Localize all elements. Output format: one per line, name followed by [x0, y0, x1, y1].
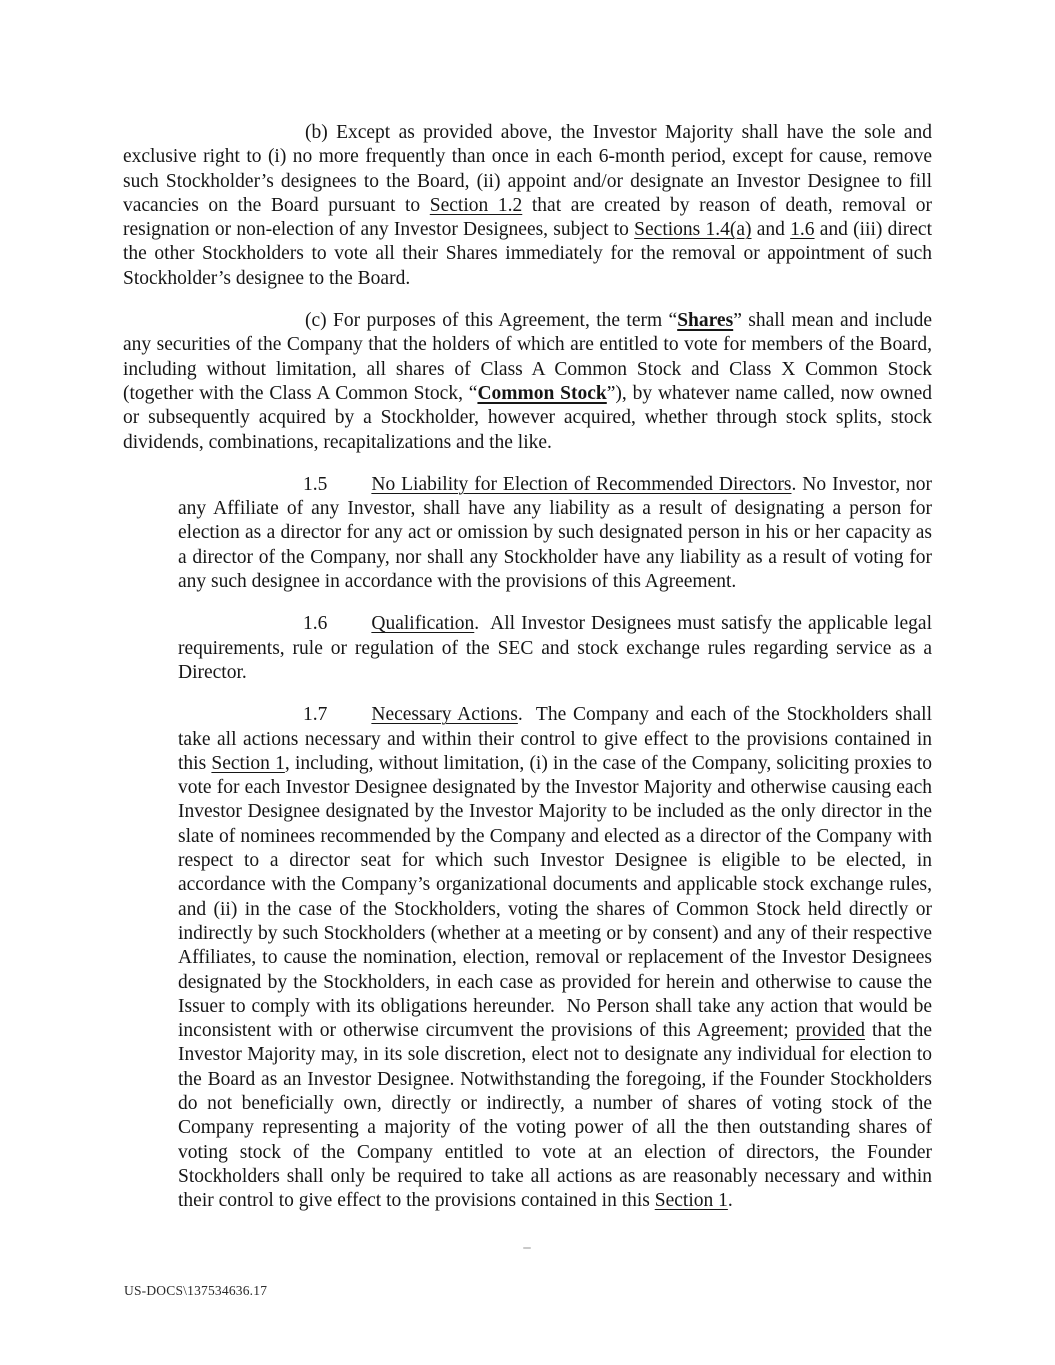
text-run: (c) For purposes of this Agreement, the term “ — [305, 310, 678, 332]
text-run: Necessary Actions — [371, 704, 518, 726]
text-run: 1.5 — [303, 473, 328, 495]
text-run: . The Company and each of the Stockholders shall take all actions necessary and within their control to give effect to the provisions contained in this — [178, 704, 932, 774]
text-run: Section 1.2 — [429, 194, 523, 216]
text-run: ”), by whatever name called, now owned or subsequently acquired by a Stockholder, however acquired, whether through stock splits, stock dividends, combinations, recapitalizations and the like. — [123, 382, 932, 453]
paragraph-1-4-c — [123, 309, 932, 455]
paragraph-1-4-b — [123, 121, 932, 291]
text-run: 1.6 — [303, 613, 328, 635]
text-run: and — [751, 219, 791, 241]
text-run: Qualification — [371, 613, 475, 635]
text-run: that are created by reason of death, removal or resignation or non-election of any Investor Designees, subject to — [123, 194, 932, 241]
footer-doc-id: US-DOCS\137534636.17 — [124, 1283, 268, 1298]
text-run: 1.6 — [790, 219, 815, 241]
text-run: No Liability for Election of Recommended Directors — [371, 473, 792, 495]
text-run: Sections 1.4(a) — [634, 219, 752, 241]
text-run: . All Investor Designees must satisfy the applicable legal requirements, rule or regulation of the SEC and stock exchange rules regarding service as a Director. — [178, 613, 932, 683]
text-run: Common Stock — [477, 382, 607, 404]
section-1-7 — [178, 703, 932, 1213]
text-run: ” shall mean and include any securities of the Company that the holders of which are entitled to vote for members of the Board, including without limitation, all shares of Class A Common Stock and Class X Common Stock (together with the Class A Common Stock, “ — [123, 310, 932, 404]
document-body — [123, 121, 932, 1231]
text-run: Section 1 — [211, 752, 285, 774]
text-run: . — [727, 1190, 733, 1212]
text-run: and (iii) direct the other Stockholders to vote all their Shares immediately for the removal or appointment of such Stockholder’s designee to the Board. — [123, 219, 932, 289]
text-run: . No Investor, nor any Affiliate of any Investor, shall have any liability as a result of designating a person for election as a director for any act or omission by such designated person in his or her capacity as a director of the Company, nor shall any Stockholder have any liability as a result of voting for any such designee in accordance with the provisions of this Agreement. — [178, 473, 932, 593]
text-run: 1.7 — [303, 704, 328, 726]
text-run: , including, without limitation, (i) in the case of the Company, soliciting proxies to vote for each Investor Designee designated by the Investor Majority and otherwise causing each Investor Designee designated by the Investor Majority to be included as the only director in the slate of nominees recommended by the Company and elected as a director of the Company with respect to a director seat for which such Investor Designee is eligible to be elected, in accordance with the Company’s organizational documents and applicable stock exchange rules, and (ii) in the case of the Stockholders, voting the shares of Common Stock held directly or indirectly by such Stockholders (whether at a meeting or by consent) and any of their respective Affiliates, to cause the nomination, election, removal or replacement of the Investor Designees designated by the Stockholders, in each case as provided for herein and otherwise to cause the Issuer to comply with its obligations hereunder. No Person shall take any action that would be inconsistent with or otherwise circumvent the provisions of this Agreement; — [178, 752, 932, 1042]
section-1-5 — [178, 473, 932, 594]
text-run: Shares — [677, 310, 734, 332]
text-run: that the Investor Majority may, in its sole discretion, elect not to designate any individual for election to the Board as an Investor Designee. Notwithstanding the foregoing, if the Founder Stockholders do not beneficially own, directly or indirectly, a number of shares of voting stock of the Company representing a majority of the voting power of all the then outstanding shares of voting stock of the Company entitled to vote at an election of directors, the Founder Stockholders shall only be required to take all actions as are reasonably necessary and within their control to give effect to the provisions contained in this — [178, 1020, 932, 1212]
text-run: Section 1 — [654, 1190, 728, 1212]
stray-mark-artifact — [523, 1247, 531, 1249]
text-run: (b) Except as provided above, the Investor Majority shall have the sole and exclusive right to (i) no more frequently than once in each 6-month period, except for cause, remove such Stockholder’s designees to the Board, (ii) appoint and/or designate an Investor Designee to fill vacancies on the Board pursuant to — [123, 122, 932, 216]
text-run: provided — [795, 1020, 865, 1042]
section-1-6 — [178, 612, 932, 685]
